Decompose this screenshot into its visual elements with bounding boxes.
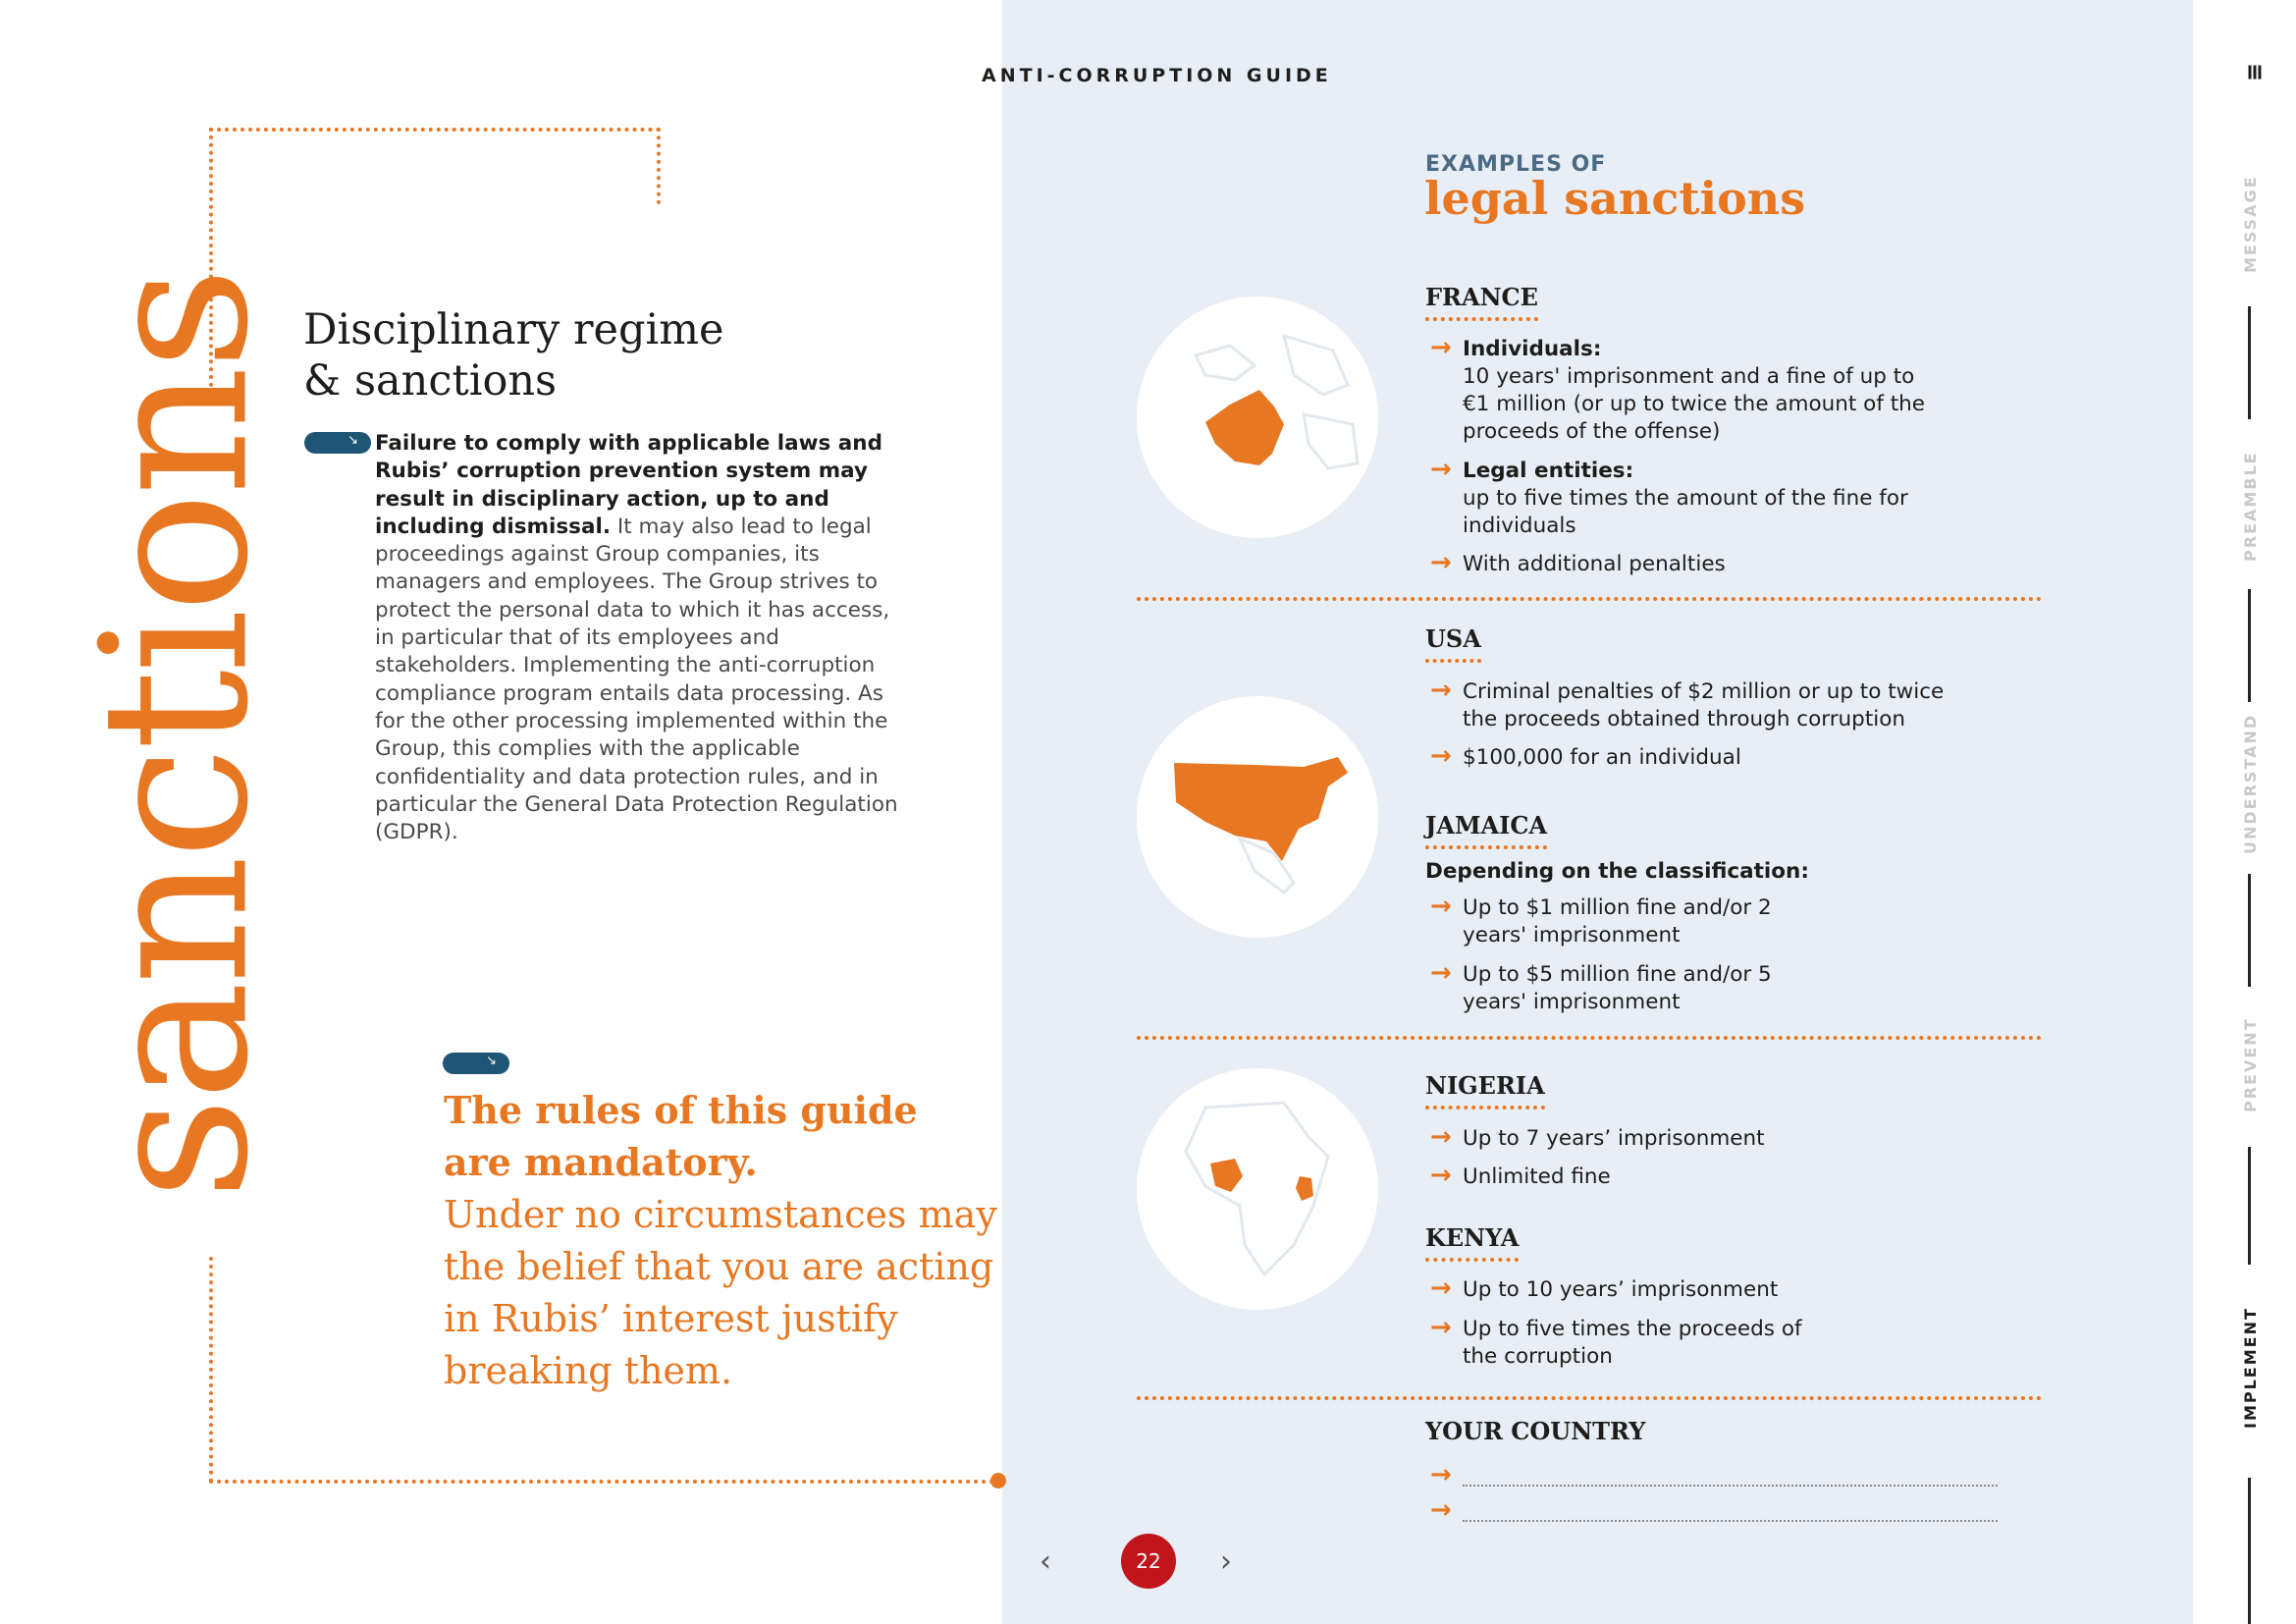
arrow-icon: → [1430,455,1452,484]
nigeria-item-1: → Up to 7 years’ imprisonment [1430,1122,1765,1152]
frame-line-bottom [209,1480,994,1484]
arrow-icon: → [1430,1495,1452,1525]
frame-line-left-bottom [209,1257,213,1483]
divider [1137,597,2042,601]
quote-regular: Under no circumstances may the belief that you are acting in Rubis’ interest justify breaking them. [444,1193,997,1392]
country-your-country: YOUR COUNTRY [1425,1417,1646,1445]
section-big-word: sanctions [59,270,294,1201]
nav-divider [2248,1147,2251,1265]
page-number-badge: 22 [1121,1534,1176,1589]
country-nigeria: NIGERIA [1425,1071,1545,1110]
heading-line-2: & sanctions [303,356,558,406]
arrow-icon: → [1430,1122,1452,1152]
nav-divider [2248,874,2251,987]
guide-title: ANTI-CORRUPTION GUIDE [982,65,1332,86]
arrow-icon: → [1430,1161,1452,1190]
examples-label: EXAMPLES OF [1425,152,1607,177]
body-text-regular: It may also lead to legal proceedings against Group companies, its managers and employees. The Group strives to protect the personal data to which it has access, in particular that of its employees and stakeholders. Implementing the anti-corruption compliance program entails data processing. As for the other processing implemented within the Group, this complies with the applicable confidentiality and data protection rules, and in particular the General Data Protection Regulation (GDPR). [375,514,898,845]
divider [1137,1396,2042,1400]
country-usa: USA [1425,624,1481,663]
country-france: FRANCE [1425,283,1538,321]
nav-divider [2248,1478,2251,1624]
heading-line-1: Disciplinary regime [303,305,724,354]
nav-item-message[interactable]: MESSAGE [2241,175,2260,273]
nav-item-preamble[interactable]: PREAMBLE [2241,451,2260,562]
kenya-item-1: → Up to 10 years’ imprisonment [1430,1273,1779,1303]
country-jamaica: JAMAICA [1425,811,1547,849]
frame-end-dot [990,1473,1006,1489]
fill-in-line [1463,1520,1998,1522]
fill-in-line [1463,1485,1998,1487]
divider [1137,1036,2042,1040]
nav-item-prevent[interactable]: PREVENT [2241,1017,2260,1112]
arrow-icon: → [1430,741,1452,771]
france-legal-entities: → Legal entities: up to five times the amount of the fine for individuals [1430,455,1908,538]
next-page-button[interactable]: › [1220,1544,1232,1579]
section-heading [303,304,814,406]
arrow-icon: → [1430,676,1452,705]
nav-item-implement[interactable]: IMPLEMENT [2241,1307,2260,1429]
arrow-pill-icon: ↘ [304,432,371,454]
frame-line-top [209,128,661,132]
france-additional: → With additional penalties [1430,548,1726,577]
nav-divider [2248,589,2251,702]
arrow-icon: → [1430,548,1452,577]
arrow-icon: → [1430,333,1452,362]
france-individuals: → Individuals: 10 years' imprisonment and a fine of up to €1 million (or up to twice the amount of the proceeds of the offense) [1430,333,1926,444]
previous-page-button[interactable]: ‹ [1040,1544,1051,1579]
kenya-item-2: → Up to five times the proceeds of the corruption [1430,1313,1802,1369]
arrow-icon: → [1430,958,1452,988]
usa-item-1: → Criminal penalties of $2 million or up to twice the proceeds obtained through corruption [1430,676,1945,731]
jamaica-item-1: → Up to $1 million fine and/or 2 years' imprisonment [1430,892,1772,947]
arrow-icon: → [1430,1273,1452,1303]
north-america-globe-icon [1137,696,1378,938]
arrow-icon: → [1430,1313,1452,1342]
quote-bold: The rules of this guide are mandatory. [444,1088,918,1184]
arrow-icon: → [1430,1460,1452,1489]
europe-globe-icon [1137,297,1378,538]
country-kenya: KENYA [1425,1223,1519,1262]
nav-item-understand[interactable]: UNDERSTAND [2241,713,2260,854]
arrow-icon: → [1430,892,1452,921]
nigeria-item-2: → Unlimited fine [1430,1161,1611,1190]
body-text [375,430,905,846]
africa-globe-icon [1137,1068,1378,1310]
arrow-pill-icon: ↘ [443,1053,509,1074]
nav-divider [2248,306,2251,419]
usa-item-2: → $100,000 for an individual [1430,741,1741,771]
jamaica-intro: Depending on the classification: [1425,859,1809,884]
legal-sanctions-title: legal sanctions [1424,172,1806,225]
frame-line-right [657,128,661,204]
body-text-bold: Failure to comply with applicable laws and Rubis’ corruption prevention system may result in disciplinary action, up to and including dismissal. [375,431,882,539]
jamaica-item-2: → Up to $5 million fine and/or 5 years' imprisonment [1430,958,1772,1014]
menu-icon[interactable] [2243,71,2263,84]
